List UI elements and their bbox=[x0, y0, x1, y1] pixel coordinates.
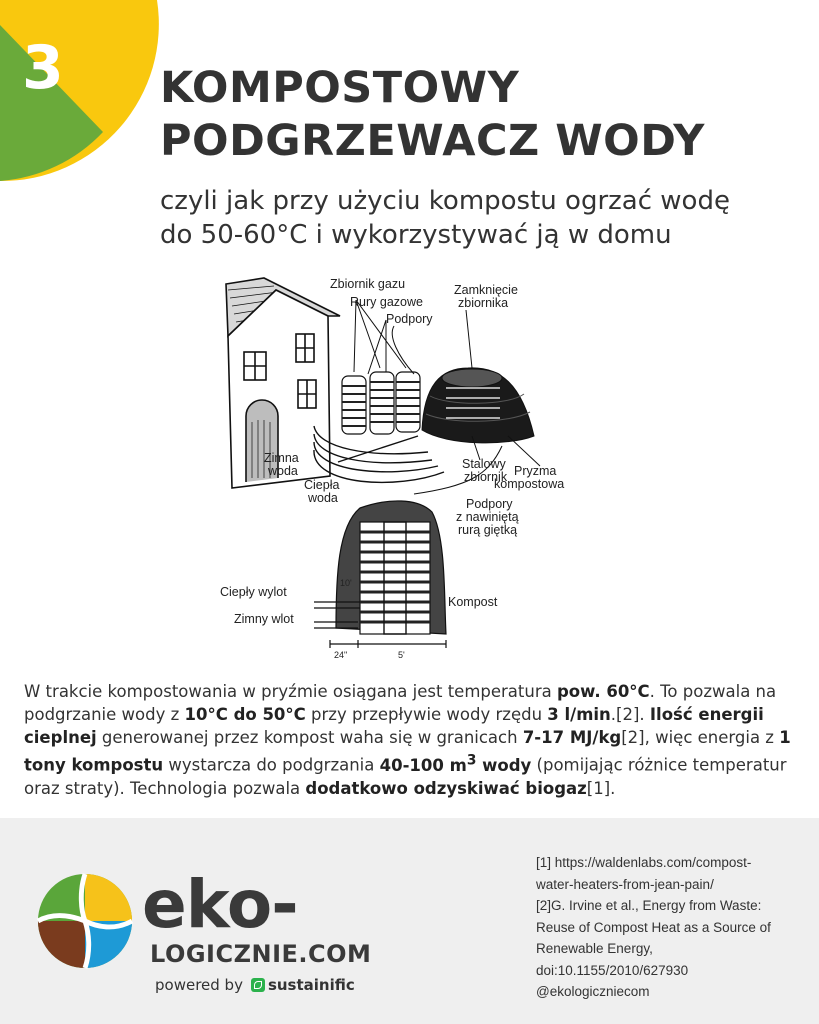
label-gas-pipes: Rury gazowe bbox=[350, 295, 423, 309]
body-bold-3: 3 l/min bbox=[547, 705, 611, 724]
body-bold-7a: 40-100 m bbox=[379, 755, 467, 775]
label-supports-wound-1: Podpory bbox=[466, 497, 513, 511]
body-text-3: przy przepływie wody rzędu bbox=[305, 705, 548, 724]
body-text-7: wystarcza do podgrzania bbox=[163, 755, 380, 775]
reference-line: [1] https://waldenlabs.com/compost- bbox=[536, 855, 752, 870]
body-bold-1: pow. 60°C bbox=[557, 682, 650, 701]
body-bold-5: 7-17 MJ/kg bbox=[522, 728, 622, 747]
body-text-5: generowanej przez kompost waha się w granicach bbox=[96, 728, 523, 747]
label-cold-inlet: Zimny wlot bbox=[234, 612, 294, 626]
body-text-1: W trakcie kompostowania w pryźmie osiągana jest temperatura bbox=[24, 682, 557, 701]
page-title bbox=[160, 62, 705, 168]
label-supports: Podpory bbox=[386, 312, 433, 326]
brand-name: eko- bbox=[142, 866, 298, 943]
body-bold-6: 1 tony kompostu bbox=[24, 728, 791, 775]
gas-tanks bbox=[342, 372, 420, 434]
label-dim-height: 10' bbox=[340, 578, 352, 588]
label-dim-width: 5' bbox=[398, 650, 405, 660]
label-warm-water-2: woda bbox=[308, 491, 338, 505]
reference-line: [2]G. Irvine et al., Energy from Waste: bbox=[536, 898, 762, 913]
step-number: 3 bbox=[22, 33, 64, 103]
label-compost-pile-1: Pryzma bbox=[514, 464, 557, 478]
body-text-8: (pomijając różnice temperatur oraz straty). Technologia pozwala bbox=[24, 755, 787, 798]
label-compost: Kompost bbox=[448, 595, 498, 609]
reference-line: doi:10.1155/2010/627930 bbox=[536, 962, 689, 978]
label-tank-closure-2: zbiornika bbox=[458, 296, 509, 310]
label-steel-tank-2: zbiornik bbox=[464, 470, 508, 484]
label-tank-closure-1: Zamknięcie bbox=[454, 283, 518, 297]
label-warm-water-1: Ciepła bbox=[304, 478, 340, 492]
label-cold-water-2: woda bbox=[268, 464, 298, 478]
page-subtitle bbox=[160, 184, 730, 252]
label-supports-wound-3: rurą giętką bbox=[458, 523, 518, 537]
label-steel-tank-1: Stalowy bbox=[462, 457, 506, 471]
sponsor-name: sustainific bbox=[267, 976, 355, 994]
label-gas-tank: Zbiornik gazu bbox=[330, 277, 406, 291]
body-bold-2: 10°C do 50°C bbox=[184, 705, 306, 724]
title-line-1: KOMPOSTOWY bbox=[160, 63, 520, 113]
body-text-2: . To pozwala na podgrzanie wody z bbox=[24, 682, 777, 724]
title-line-2: PODGRZEWACZ WODY bbox=[160, 116, 705, 166]
reference-line: Reuse of Compost Heat as a Source of bbox=[536, 919, 771, 935]
social-handle: @ekologiczniecom bbox=[536, 984, 650, 999]
brand-domain: LOGICZNIE.COM bbox=[150, 940, 372, 968]
subtitle-line-2: do 50-60°C i wykorzystywać ją w domu bbox=[160, 220, 672, 250]
subtitle-line-1: czyli jak przy użyciu kompostu ogrzać wodę bbox=[160, 186, 730, 216]
label-cold-water-1: Zimna bbox=[264, 451, 299, 465]
body-text-9: [1]. bbox=[586, 778, 616, 798]
body-text-6: [2], więc energia z bbox=[621, 728, 780, 747]
reference-line: Renewable Energy, bbox=[536, 941, 653, 956]
body-text-4: .[2]. bbox=[610, 705, 650, 724]
body-bold-7-sup: 3 bbox=[466, 752, 477, 768]
powered-by bbox=[155, 976, 355, 994]
label-warm-outlet: Ciepły wylot bbox=[220, 585, 287, 599]
body-bold-4: Ilość energii cieplnej bbox=[24, 705, 764, 747]
body-bold-8: dodatkowo odzyskiwać biogaz bbox=[305, 778, 587, 798]
body-bold-7 bbox=[379, 752, 532, 775]
sustainific-icon bbox=[251, 978, 265, 992]
label-supports-wound-2: z nawiniętą bbox=[456, 510, 519, 524]
body-bold-7b: wody bbox=[476, 755, 532, 775]
reference-line: water-heaters-from-jean-pain/ bbox=[536, 876, 714, 892]
body-paragraph bbox=[24, 680, 804, 800]
label-dim-left: 24" bbox=[334, 650, 348, 660]
references bbox=[536, 852, 806, 1003]
label-compost-pile-2: kompostowa bbox=[494, 477, 565, 491]
compost-heater-diagram bbox=[218, 276, 565, 682]
powered-by-label: powered by bbox=[155, 976, 243, 994]
eko-logo-icon bbox=[36, 872, 134, 970]
